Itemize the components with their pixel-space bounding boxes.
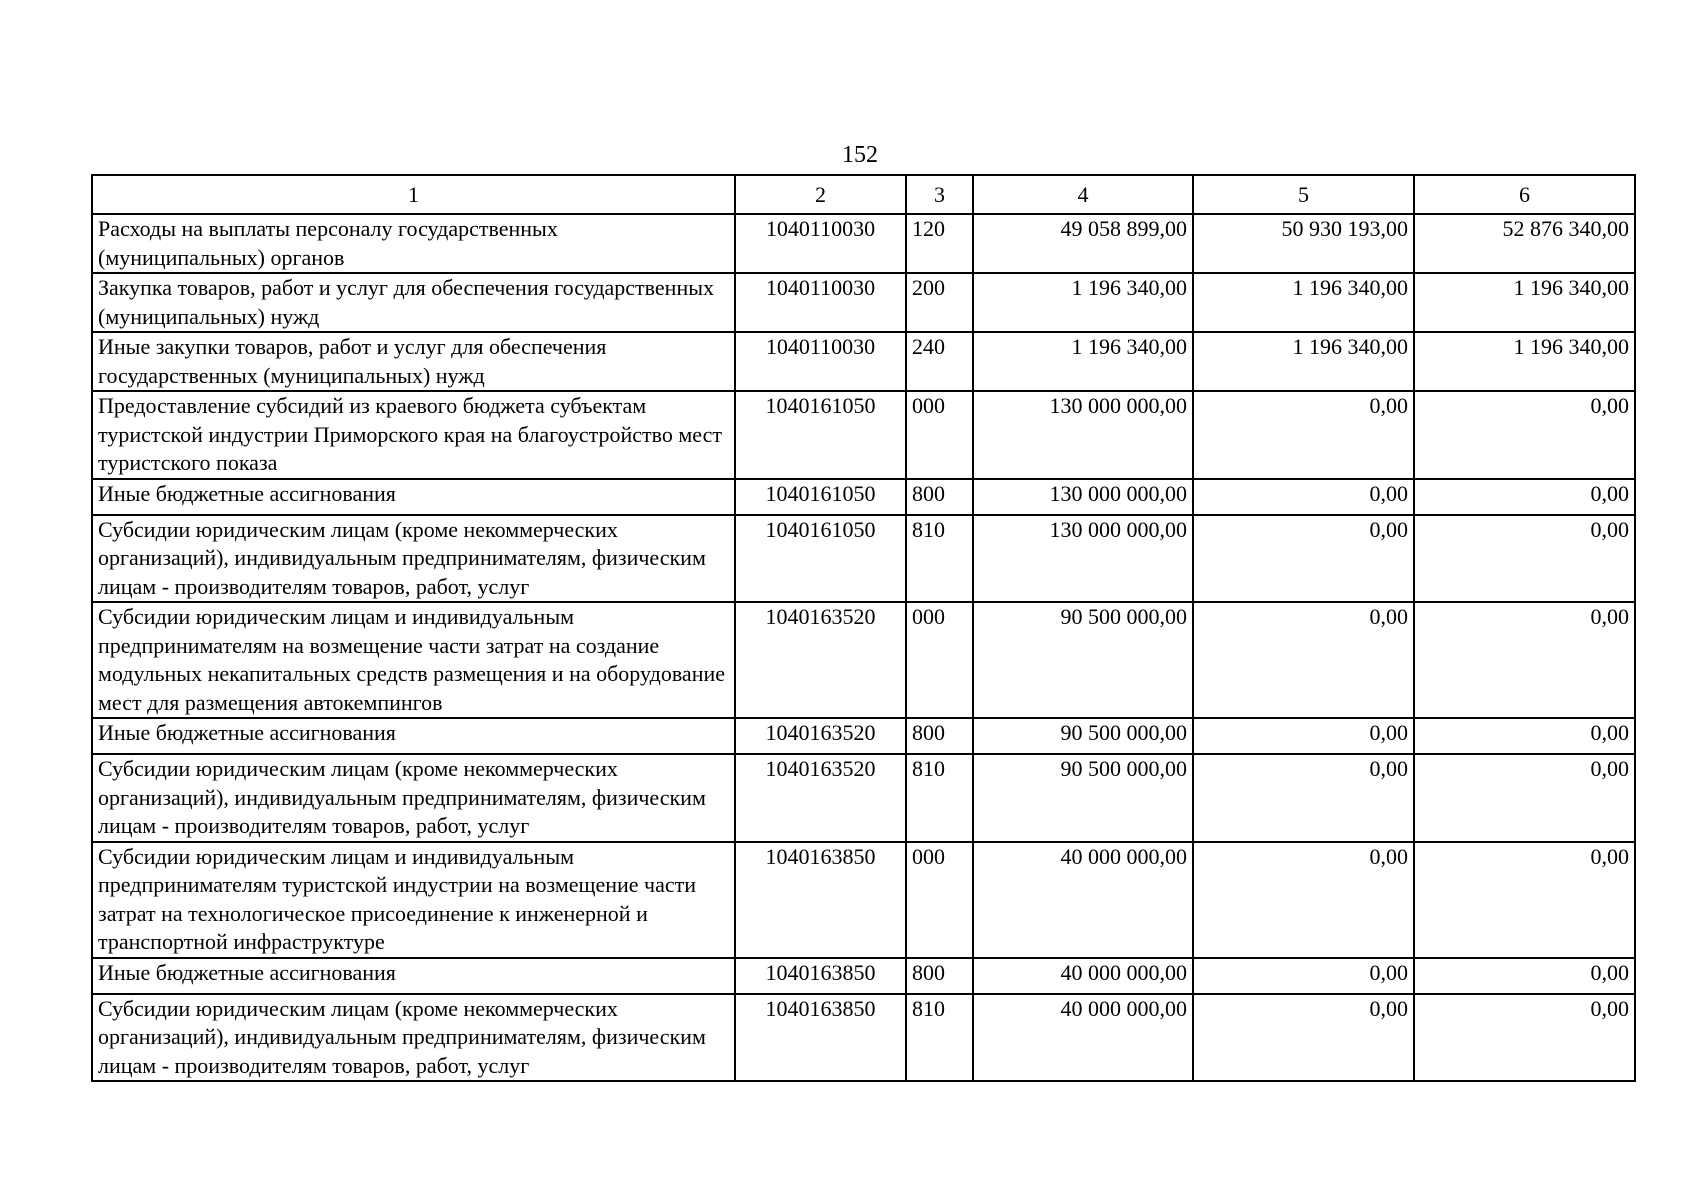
row-value-col4: 130 000 000,00 bbox=[973, 479, 1193, 515]
table-row bbox=[92, 332, 1635, 391]
row-value-col6: 1 196 340,00 bbox=[1414, 273, 1635, 332]
table-row bbox=[92, 718, 1635, 754]
row-value-col5: 0,00 bbox=[1193, 479, 1414, 515]
table-row bbox=[92, 958, 1635, 994]
table-row bbox=[92, 391, 1635, 479]
column-header: 5 bbox=[1193, 175, 1414, 214]
row-value-col6: 52 876 340,00 bbox=[1414, 214, 1635, 273]
row-value-col4: 49 058 899,00 bbox=[973, 214, 1193, 273]
row-name: Субсидии юридическим лицам (кроме некоммерческих организаций), индивидуальным предпринимателям, физическим лицам - производителям товаров, работ, услуг bbox=[92, 994, 735, 1082]
row-target-code: 1040163850 bbox=[735, 994, 906, 1082]
row-value-col5: 0,00 bbox=[1193, 842, 1414, 958]
row-name: Закупка товаров, работ и услуг для обеспечения государственных (муниципальных) нужд bbox=[92, 273, 735, 332]
row-value-col5: 1 196 340,00 bbox=[1193, 332, 1414, 391]
row-value-col4: 130 000 000,00 bbox=[973, 391, 1193, 479]
row-target-code: 1040110030 bbox=[735, 214, 906, 273]
row-target-code: 1040161050 bbox=[735, 479, 906, 515]
row-name: Субсидии юридическим лицам и индивидуальным предпринимателям на возмещение части затрат на создание модульных некапитальных средств размещения и на оборудование мест для размещения автокемпингов bbox=[92, 602, 735, 718]
row-value-col6: 0,00 bbox=[1414, 994, 1635, 1082]
row-value-col5: 0,00 bbox=[1193, 391, 1414, 479]
row-value-col4: 40 000 000,00 bbox=[973, 958, 1193, 994]
row-name: Иные бюджетные ассигнования bbox=[92, 958, 735, 994]
table-row bbox=[92, 602, 1635, 718]
row-name: Предоставление субсидий из краевого бюджета субъектам туристской индустрии Приморского края на благоустройство мест туристского показа bbox=[92, 391, 735, 479]
table-row bbox=[92, 994, 1635, 1082]
row-expense-type: 200 bbox=[906, 273, 973, 332]
row-value-col5: 50 930 193,00 bbox=[1193, 214, 1414, 273]
row-value-col6: 0,00 bbox=[1414, 718, 1635, 754]
row-target-code: 1040163520 bbox=[735, 718, 906, 754]
table-row bbox=[92, 214, 1635, 273]
row-expense-type: 000 bbox=[906, 842, 973, 958]
row-name: Субсидии юридическим лицам (кроме некоммерческих организаций), индивидуальным предпринимателям, физическим лицам - производителям товаров, работ, услуг bbox=[92, 515, 735, 603]
row-value-col6: 0,00 bbox=[1414, 602, 1635, 718]
row-expense-type: 800 bbox=[906, 958, 973, 994]
row-name: Иные бюджетные ассигнования bbox=[92, 479, 735, 515]
row-value-col6: 0,00 bbox=[1414, 842, 1635, 958]
row-expense-type: 810 bbox=[906, 754, 973, 842]
row-value-col5: 0,00 bbox=[1193, 994, 1414, 1082]
row-expense-type: 800 bbox=[906, 718, 973, 754]
row-expense-type: 800 bbox=[906, 479, 973, 515]
row-value-col4: 1 196 340,00 bbox=[973, 332, 1193, 391]
row-value-col6: 1 196 340,00 bbox=[1414, 332, 1635, 391]
row-target-code: 1040161050 bbox=[735, 391, 906, 479]
row-value-col4: 1 196 340,00 bbox=[973, 273, 1193, 332]
row-value-col6: 0,00 bbox=[1414, 391, 1635, 479]
page-number: 152 bbox=[842, 142, 878, 168]
row-value-col5: 0,00 bbox=[1193, 958, 1414, 994]
row-value-col4: 40 000 000,00 bbox=[973, 842, 1193, 958]
column-header: 3 bbox=[906, 175, 973, 214]
column-header: 1 bbox=[92, 175, 735, 214]
row-value-col4: 90 500 000,00 bbox=[973, 718, 1193, 754]
column-header: 4 bbox=[973, 175, 1193, 214]
row-value-col5: 1 196 340,00 bbox=[1193, 273, 1414, 332]
row-expense-type: 120 bbox=[906, 214, 973, 273]
row-name: Иные закупки товаров, работ и услуг для обеспечения государственных (муниципальных) нужд bbox=[92, 332, 735, 391]
budget-table bbox=[91, 174, 1636, 1082]
row-value-col6: 0,00 bbox=[1414, 958, 1635, 994]
table-header-row bbox=[92, 175, 1635, 214]
column-header: 6 bbox=[1414, 175, 1635, 214]
row-target-code: 1040161050 bbox=[735, 515, 906, 603]
row-target-code: 1040163520 bbox=[735, 602, 906, 718]
row-value-col4: 130 000 000,00 bbox=[973, 515, 1193, 603]
row-value-col5: 0,00 bbox=[1193, 515, 1414, 603]
row-target-code: 1040163520 bbox=[735, 754, 906, 842]
row-value-col5: 0,00 bbox=[1193, 754, 1414, 842]
row-expense-type: 000 bbox=[906, 602, 973, 718]
table-row bbox=[92, 754, 1635, 842]
row-name: Субсидии юридическим лицам и индивидуальным предпринимателям туристской индустрии на возмещение части затрат на технологическое присоединение к инженерной и транспортной инфраструктуре bbox=[92, 842, 735, 958]
row-value-col5: 0,00 bbox=[1193, 602, 1414, 718]
table-row bbox=[92, 842, 1635, 958]
row-name: Расходы на выплаты персоналу государственных (муниципальных) органов bbox=[92, 214, 735, 273]
row-name: Иные бюджетные ассигнования bbox=[92, 718, 735, 754]
row-target-code: 1040163850 bbox=[735, 958, 906, 994]
table-row bbox=[92, 479, 1635, 515]
row-target-code: 1040110030 bbox=[735, 332, 906, 391]
row-expense-type: 810 bbox=[906, 515, 973, 603]
row-expense-type: 240 bbox=[906, 332, 973, 391]
row-value-col6: 0,00 bbox=[1414, 515, 1635, 603]
row-value-col4: 90 500 000,00 bbox=[973, 602, 1193, 718]
row-value-col6: 0,00 bbox=[1414, 754, 1635, 842]
row-value-col6: 0,00 bbox=[1414, 479, 1635, 515]
row-value-col4: 90 500 000,00 bbox=[973, 754, 1193, 842]
row-target-code: 1040163850 bbox=[735, 842, 906, 958]
row-value-col5: 0,00 bbox=[1193, 718, 1414, 754]
row-expense-type: 810 bbox=[906, 994, 973, 1082]
table-row bbox=[92, 273, 1635, 332]
row-name: Субсидии юридическим лицам (кроме некоммерческих организаций), индивидуальным предпринимателям, физическим лицам - производителям товаров, работ, услуг bbox=[92, 754, 735, 842]
row-value-col4: 40 000 000,00 bbox=[973, 994, 1193, 1082]
row-target-code: 1040110030 bbox=[735, 273, 906, 332]
table-row bbox=[92, 515, 1635, 603]
column-header: 2 bbox=[735, 175, 906, 214]
row-expense-type: 000 bbox=[906, 391, 973, 479]
